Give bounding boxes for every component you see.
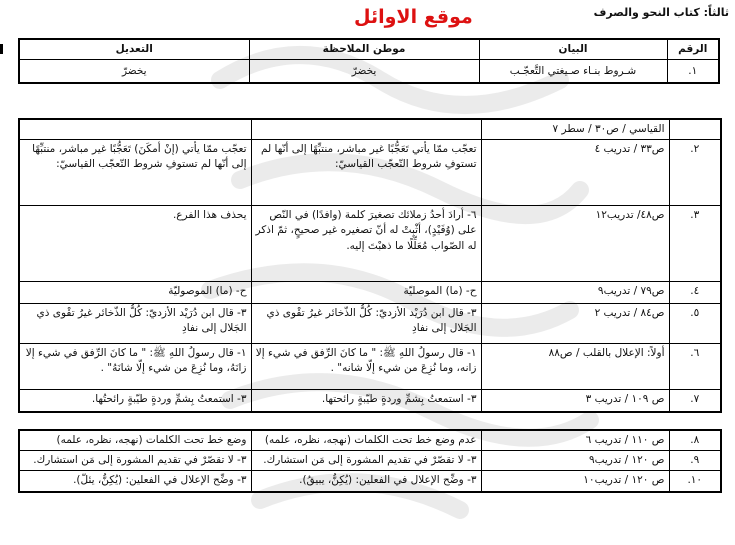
row-bayan: ص٨٤ / تدريب ٢ [481,304,669,344]
row-correction: ح- (ما) الموصوليّة [19,282,251,304]
row-number: ٨. [669,430,721,451]
row-location: ٣- لا تقصّرْ في تقديم المشورة إلى مَن استشارك. [251,451,481,471]
table-row [19,344,721,390]
row-bayan: ص٣٣ / تدريب ٤ [481,140,669,206]
margin-mark [0,44,3,54]
section-title: ثالثاً: كتاب النحو والصرف [593,6,729,19]
row-bayan: ص ١٢٠ / تدريب١٠ [481,471,669,492]
table-row [19,430,721,451]
table-row [19,119,721,140]
row-location: عدم وضع خط تحت الكلمات (نهجه، نظره، علمه) [251,430,481,451]
table-row [19,140,721,206]
row-correction: تعجّب ممّا يأتي (إنْ أمكَنَ) تَعَجُّبًا غير مباشر، منتبِّهًا إلى أنّها لم تستوفِ شروط التّعجّب القياسيّ: [19,140,251,206]
row-location: ح- (ما) الموصليّة [251,282,481,304]
row-correction: ٣- وضِّح الإعلال في الفعلين: (يُكِنُّ، يئلّ). [19,471,251,492]
table-row [19,471,721,492]
row-correction: ٣- لا تقصّرْ في تقديم المشورة إلى مَن استشارك. [19,451,251,471]
row-number: ٢. [669,140,721,206]
row-correction [19,119,251,140]
table-row [19,60,719,84]
row-number: ٣. [669,206,721,282]
site-title: موقع الاوائل [354,6,473,28]
table-row [19,282,721,304]
corrections-table-continued [18,429,722,493]
row-correction: ٣- استمعتُ بِشمِّ وردةٍ طيّبةٍ رائحتُها. [19,390,251,412]
col-header-correction: التعديل [19,39,249,60]
row-location: ٣- قال ابن دُرَيْد الأزديّ: كُلُّ الذّخائر غيرُ تقْوى ذي الجَلال إلى نفادِ [251,304,481,344]
row-bayan: ص٧٩ / تدريب٩ [481,282,669,304]
row-location [251,119,481,140]
row-correction: وضع خط تحت الكلمات (نهجه، نظره، علمه) [19,430,251,451]
row-bayan: شـروط بنـاء صـيغتي التَّعجّـب [479,60,667,84]
row-correction: يخضرّ [19,60,249,84]
header-table [18,38,720,84]
row-location: ١- قال رسولُ اللهِ ﷺ: " ما كانَ الرِّفق في شيء إلا زانه، وما نُزِعَ من شيء إلّا شانه" . [251,344,481,390]
col-header-number: الرقم [667,39,719,60]
row-number: ٥. [669,304,721,344]
row-correction: ٣- قال ابن دُرَيْد الأزديّ: كُلُّ الذّخائر غيرُ تقْوى ذي الجَلال إلى نفادِ [19,304,251,344]
row-number: ١٠. [669,471,721,492]
row-number: ٦. [669,344,721,390]
row-location: ٣- استمعتُ بِشمِّ وردةٍ طيّبةٍ رائحتها. [251,390,481,412]
row-bayan: ص ١١٠ / تدريب ٦ [481,430,669,451]
col-header-location: موطن الملاحظة [249,39,479,60]
row-number: ٤. [669,282,721,304]
table-row [19,304,721,344]
row-number: ٩. [669,451,721,471]
row-correction: ١- قال رسولُ اللهِ ﷺ: " ما كانَ الرِّفق في شيء إلا زانَهُ، وما نُزِعَ من شيء إلّا شانَهُ" . [19,344,251,390]
col-header-bayan: البيان [479,39,667,60]
row-location: تعجّب ممّا يأتي تَعَجُّبًا غير مباشر، منتبِّهًا إلى أنّها لم تستوفِ شروط التّعجّب القياسيّ: [251,140,481,206]
row-number: ١. [667,60,719,84]
table-row [19,451,721,471]
row-number: ٧. [669,390,721,412]
table-row [19,390,721,412]
row-bayan: ص٤٨/ تدريب١٢ [481,206,669,282]
row-location: يخضرّ [249,60,479,84]
row-location: ٦- أرادَ أحدُ زملائك تصغيرَ كلمة (وافدًا) في النّص على (وُفَيْدٍ)، أثْبِتْ له أنّ تصغيره غير صحيحٍ، ثمّ اذكر له الصّواب مُعَلِّلًا ما ذهبْتَ إليه. [251,206,481,282]
row-bayan: ص ١٢٠ / تدريب٩ [481,451,669,471]
row-number [669,119,721,140]
row-bayan: القياسي / ص٣٠ / سطر ٧ [481,119,669,140]
table-row [19,206,721,282]
header-row [19,39,719,60]
row-correction: يحذف هذا الفرع. [19,206,251,282]
row-bayan: ص ١٠٩ / تدريب ٣ [481,390,669,412]
corrections-table [18,118,722,413]
row-location: ٣- وضِّح الإعلال في الفعلين: (يُكِنُّ، يبيقُ). [251,471,481,492]
row-bayan: أولاً: الإعلال بالقلب / ص٨٨ [481,344,669,390]
